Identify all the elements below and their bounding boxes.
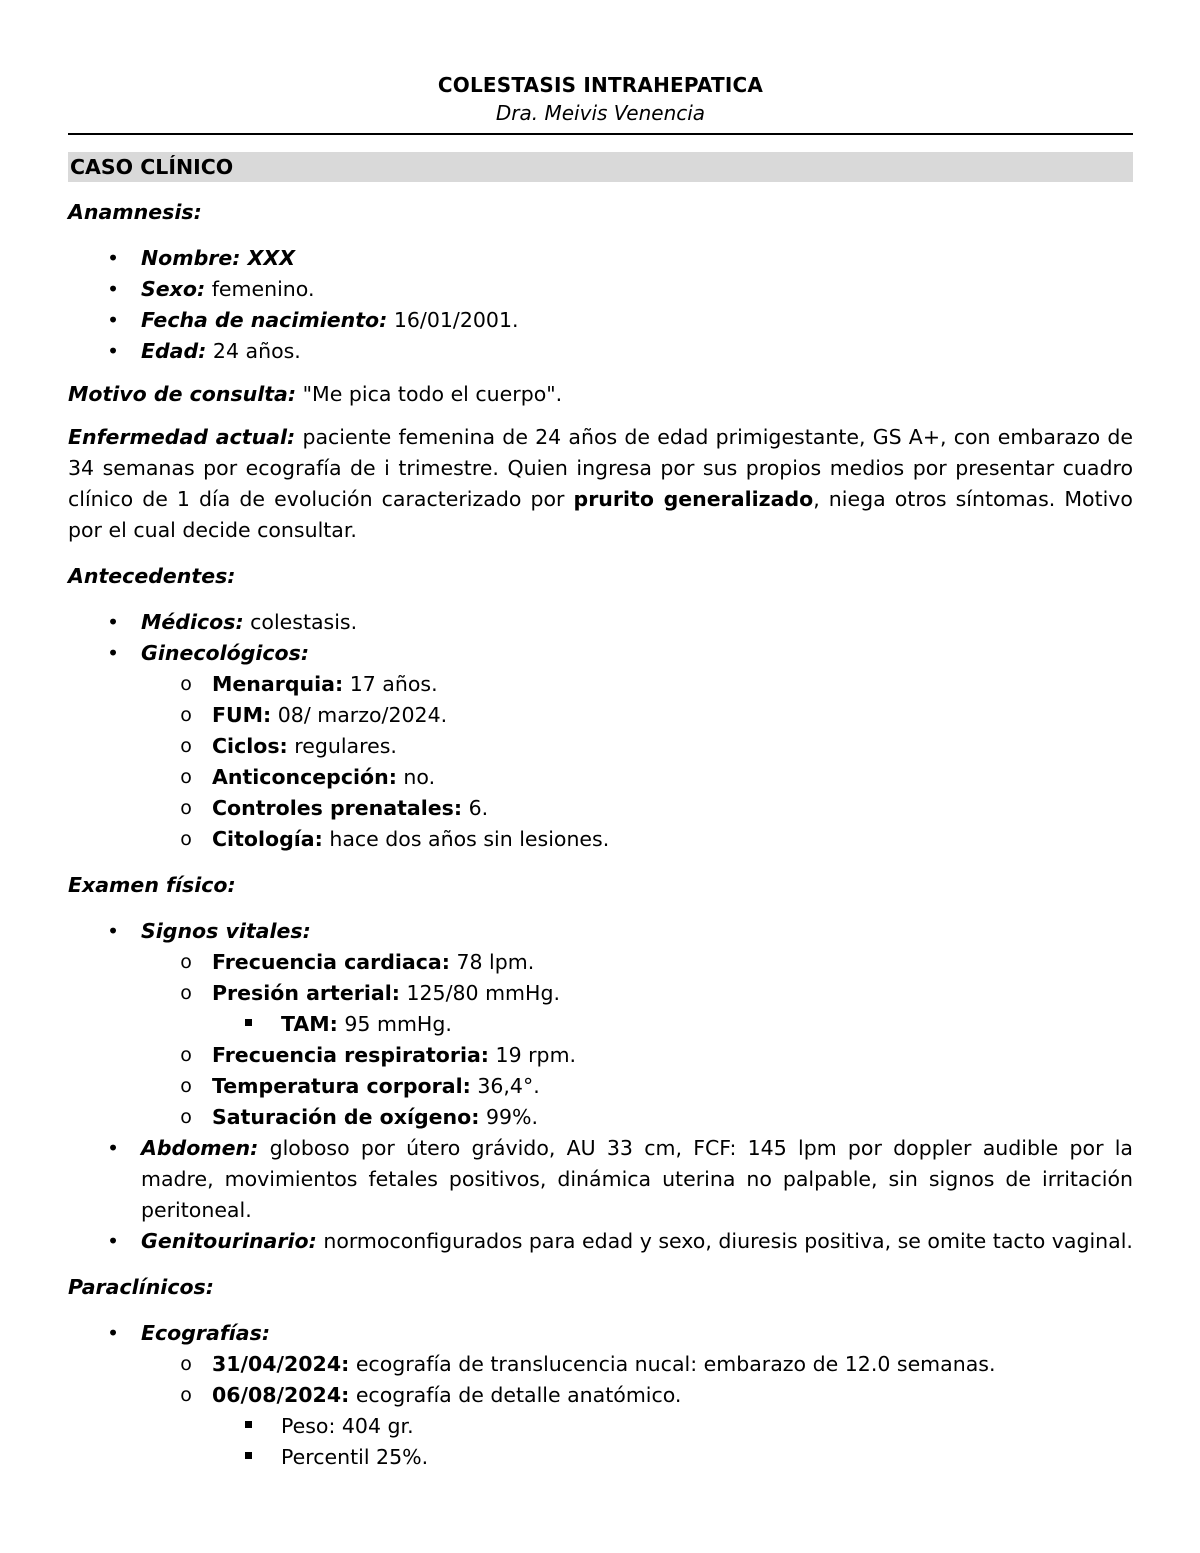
paraclinicos-list (68, 1318, 1133, 1473)
circle-bullet-icon: o (180, 1353, 192, 1375)
bullet-icon: • (106, 1321, 120, 1345)
item-value: 19 rpm. (489, 1043, 577, 1067)
item-label: Sexo: (141, 277, 206, 301)
anamnesis-list (68, 243, 1133, 367)
item-value: 08/ marzo/2024. (271, 703, 448, 727)
list-item (68, 731, 1133, 762)
item-label: Ciclos: (212, 734, 288, 758)
item-value: Peso: 404 gr. (281, 1414, 414, 1438)
item-value: 24 años. (206, 339, 301, 363)
item-label: Controles prenatales: (212, 796, 463, 820)
list-item (68, 916, 1133, 1133)
motivo-label: Motivo de consulta: (68, 382, 297, 406)
square-bullet-icon (245, 1019, 252, 1026)
item-label: Ecografías: (141, 1321, 271, 1345)
item-label: Citología: (212, 827, 323, 851)
circle-bullet-icon: o (180, 766, 192, 788)
item-label: Frecuencia cardiaca: (212, 950, 450, 974)
item-label: FUM: (212, 703, 272, 727)
item-date: 31/04/2024: (212, 1352, 350, 1376)
document-page (68, 68, 1133, 1473)
paraclinicos-heading: Paraclínicos: (68, 1275, 214, 1299)
square-bullet-icon (245, 1421, 252, 1428)
list-item (68, 1411, 1133, 1442)
item-label: Anticoncepción: (212, 765, 397, 789)
list-item (68, 638, 1133, 855)
item-value: femenino. (205, 277, 315, 301)
enfermedad-text-2: , niega otros síntomas. Motivo por el cual decide consultar. (68, 487, 1133, 542)
anamnesis-heading: Anamnesis: (68, 200, 202, 224)
list-item (68, 305, 1133, 336)
circle-bullet-icon: o (180, 673, 192, 695)
item-value: 17 años. (343, 672, 438, 696)
item-label: Presión arterial: (212, 981, 400, 1005)
list-item (68, 1226, 1133, 1257)
antecedentes-list (68, 607, 1133, 855)
circle-bullet-icon: o (180, 1106, 192, 1128)
document-title: COLESTASIS INTRAHEPATICA (437, 73, 764, 97)
bullet-icon: • (106, 610, 120, 634)
section-title: CASO CLÍNICO (68, 152, 1133, 182)
list-item (68, 1133, 1133, 1226)
item-value: 99%. (479, 1105, 539, 1129)
circle-bullet-icon: o (180, 1044, 192, 1066)
item-value: normoconfigurados para edad y sexo, diuresis positiva, se omite tacto vaginal. (316, 1229, 1133, 1253)
list-item (68, 824, 1133, 855)
item-value: ecografía de detalle anatómico. (349, 1383, 682, 1407)
enfermedad-label: Enfermedad actual: (68, 425, 296, 449)
ecografias-sublist (141, 1349, 1133, 1473)
list-item (68, 1349, 1133, 1380)
item-value: no. (396, 765, 436, 789)
item-value: 16/01/2001. (387, 308, 519, 332)
item-label: Edad: (141, 339, 207, 363)
bullet-icon: • (106, 1229, 120, 1253)
list-item (68, 947, 1133, 978)
eco2-sublist (212, 1411, 1133, 1473)
motivo-value: "Me pica todo el cuerpo". (296, 382, 563, 406)
list-item (68, 700, 1133, 731)
enfermedad-paragraph (68, 422, 1133, 546)
list-item (68, 1009, 1133, 1040)
item-label: Ginecológicos: (141, 641, 310, 665)
item-label: Abdomen: (141, 1136, 259, 1160)
pa-sublist (212, 1009, 1133, 1040)
item-value: Percentil 25%. (281, 1445, 429, 1469)
document-author: Dra. Meivis Venencia (495, 101, 706, 125)
list-item (68, 978, 1133, 1040)
enfermedad-text-1: paciente femenina de 24 años de edad primigestante, GS A+, con embarazo de 34 semanas por ecografía de i trimestre. Quien ingresa por sus propios medios por presentar cuadro clínico de 1 día de evolución caracterizado por (68, 425, 1133, 511)
signos-sublist (141, 947, 1133, 1133)
item-value: 6. (462, 796, 489, 820)
list-item (68, 1442, 1133, 1473)
list-item (68, 1040, 1133, 1071)
circle-bullet-icon: o (180, 828, 192, 850)
item-date: 06/08/2024: (212, 1383, 350, 1407)
item-label: TAM: (281, 1012, 338, 1036)
list-item (68, 1071, 1133, 1102)
item-label: Signos vitales: (141, 919, 311, 943)
list-item (68, 1380, 1133, 1473)
item-value: 36,4°. (470, 1074, 540, 1098)
item-value: 125/80 mmHg. (399, 981, 560, 1005)
bullet-icon: • (106, 339, 120, 363)
antecedentes-heading: Antecedentes: (68, 564, 236, 588)
item-label: Frecuencia respiratoria: (212, 1043, 490, 1067)
gineco-sublist (141, 669, 1133, 855)
list-item (68, 669, 1133, 700)
circle-bullet-icon: o (180, 1075, 192, 1097)
item-value: regulares. (287, 734, 397, 758)
circle-bullet-icon: o (180, 982, 192, 1004)
motivo-paragraph (68, 379, 1133, 410)
circle-bullet-icon: o (180, 704, 192, 726)
circle-bullet-icon: o (180, 951, 192, 973)
circle-bullet-icon: o (180, 1384, 192, 1406)
bullet-icon: • (106, 277, 120, 301)
list-item (68, 1318, 1133, 1473)
bullet-icon: • (106, 919, 120, 943)
item-label: Temperatura corporal: (212, 1074, 471, 1098)
item-value: ecografía de translucencia nucal: embarazo de 12.0 semanas. (349, 1352, 996, 1376)
item-value: globoso por útero grávido, AU 33 cm, FCF: 145 lpm por doppler audible por la madre, movimientos fetales positivos, dinámica uterina no palpable, sin signos de irritación peritoneal. (141, 1136, 1133, 1222)
square-bullet-icon (245, 1452, 252, 1459)
list-item (68, 762, 1133, 793)
bullet-icon: • (106, 641, 120, 665)
examen-list (68, 916, 1133, 1257)
item-label: Fecha de nacimiento: (141, 308, 388, 332)
list-item (68, 274, 1133, 305)
enfermedad-bold: prurito generalizado (573, 487, 814, 511)
list-item (68, 243, 1133, 274)
list-item (68, 336, 1133, 367)
circle-bullet-icon: o (180, 735, 192, 757)
item-label: Genitourinario: (141, 1229, 317, 1253)
list-item (68, 1102, 1133, 1133)
header-rule (68, 133, 1133, 135)
list-item (68, 607, 1133, 638)
item-value: colestasis. (243, 610, 358, 634)
item-value: hace dos años sin lesiones. (322, 827, 610, 851)
item-value: 95 mmHg. (337, 1012, 452, 1036)
item-label: Nombre: XXX (141, 246, 296, 270)
bullet-icon: • (106, 1136, 120, 1160)
item-value: 78 lpm. (449, 950, 535, 974)
circle-bullet-icon: o (180, 797, 192, 819)
bullet-icon: • (106, 308, 120, 332)
bullet-icon: • (106, 246, 120, 270)
item-label: Menarquia: (212, 672, 344, 696)
list-item (68, 793, 1133, 824)
examen-heading: Examen físico: (68, 873, 236, 897)
item-label: Médicos: (141, 610, 244, 634)
item-label: Saturación de oxígeno: (212, 1105, 480, 1129)
